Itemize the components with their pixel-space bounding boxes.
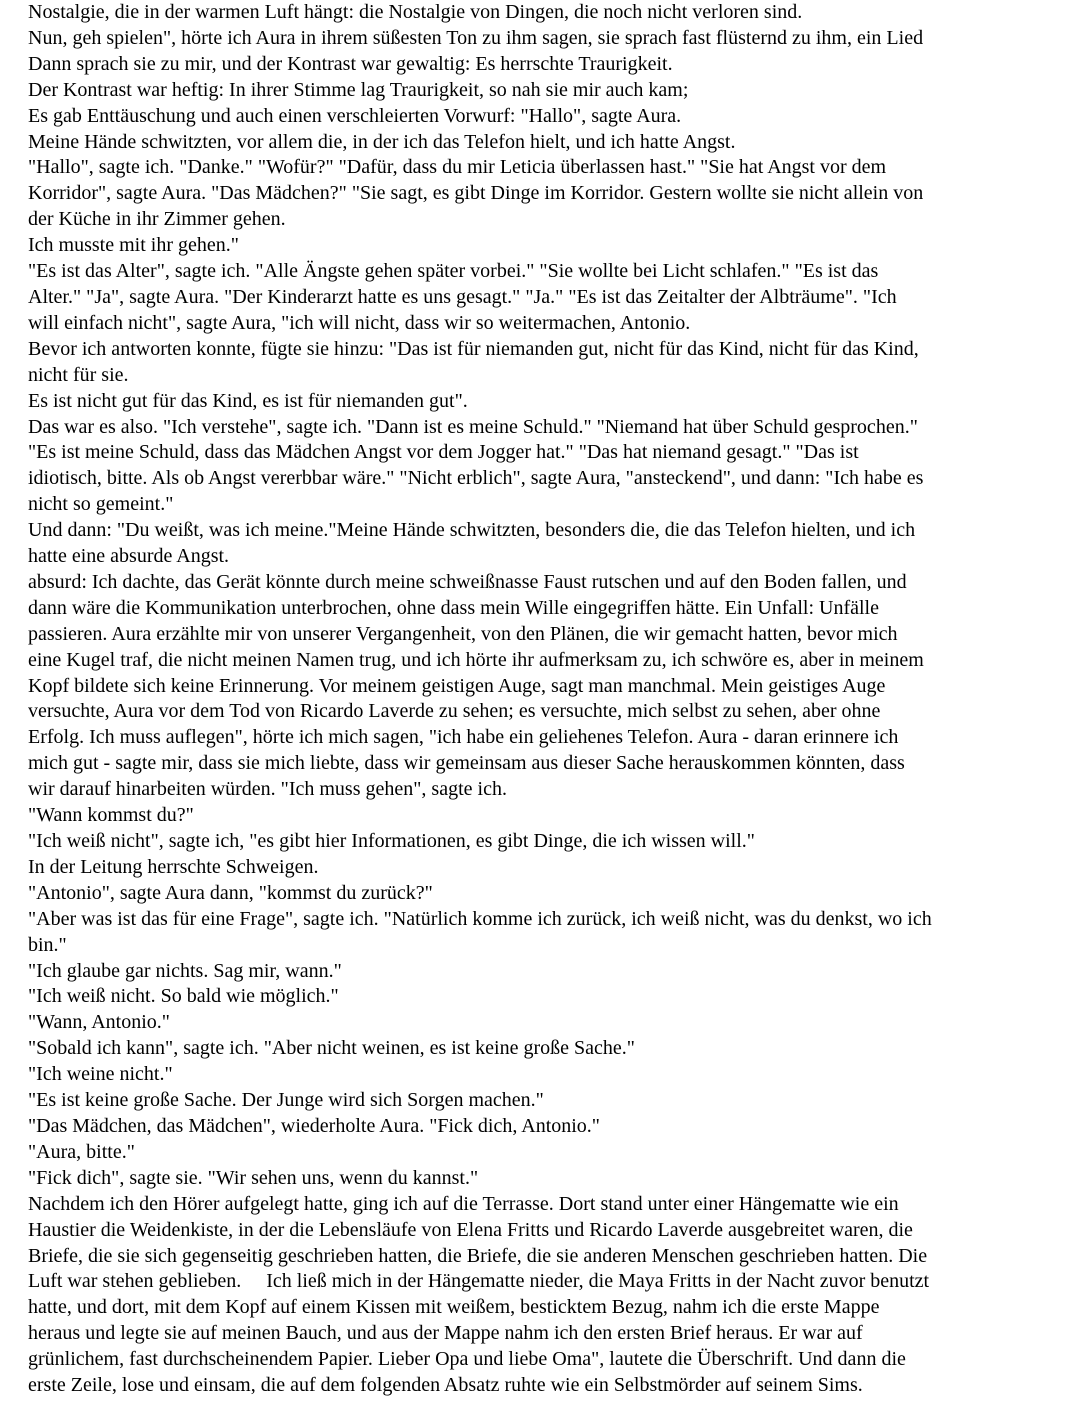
text-line: Ich musste mit ihr gehen." (28, 234, 239, 257)
text-line: Und dann: "Du weißt, was ich meine."Meine Hände schwitzten, besonders die, die das Telefon hielten, und ich (28, 519, 916, 542)
text-line: Briefe, die sie sich gegenseitig geschrieben hatten, die Briefe, die sie anderen Menschen geschrieben hatten. Die (28, 1244, 928, 1267)
text-line: hatte, und dort, mit dem Kopf auf einem Kissen mit weißem, besticktem Bezug, nahm ich die erste Mappe (28, 1296, 880, 1319)
text-line: Korridor", sagte Aura. "Das Mädchen?" "Sie sagt, es gibt Dinge im Korridor. Gestern wollte sie nicht allein von (28, 182, 924, 205)
text-line: "Sobald ich kann", sagte ich. "Aber nicht weinen, es ist keine große Sache." (28, 1037, 635, 1060)
text-line: "Es ist das Alter", sagte ich. "Alle Ängste gehen später vorbei." "Sie wollte bei Licht schlafen." "Es ist das (28, 260, 879, 283)
text-line: "Ich glaube gar nichts. Sag mir, wann." (28, 959, 342, 982)
text-line: passieren. Aura erzählte mir von unserer Vergangenheit, von den Plänen, die wir gemacht hatten, bevor mich (28, 622, 898, 645)
text-line: In der Leitung herrschte Schweigen. (28, 855, 319, 878)
text-line: Der Kontrast war heftig: In ihrer Stimme lag Traurigkeit, so nah sie mir auch kam; (28, 78, 689, 101)
text-line: Bevor ich antworten konnte, fügte sie hinzu: "Das ist für niemanden gut, nicht für das Kind, nicht für das Kind, (28, 337, 919, 360)
text-line: erste Zeile, lose und einsam, die auf dem folgenden Absatz ruhte wie ein Selbstmörder auf seinem Sims. (28, 1374, 863, 1397)
text-line: bin." (28, 933, 67, 956)
text-line: idiotisch, bitte. Als ob Angst vererbbar wäre." "Nicht erblich", sagte Aura, "ansteckend", und dann: "Ich habe es (28, 467, 924, 490)
text-line: "Aber was ist das für eine Frage", sagte ich. "Natürlich komme ich zurück, ich weiß nicht, was du denkst, wo ich (28, 907, 932, 930)
text-line: nicht so gemeint." (28, 493, 174, 516)
text-line: "Das Mädchen, das Mädchen", wiederholte Aura. "Fick dich, Antonio." (28, 1114, 600, 1137)
text-line: "Antonio", sagte Aura dann, "kommst du zurück?" (28, 881, 433, 904)
text-line: Haustier die Weidenkiste, in der die Lebensläufe von Elena Fritts und Ricardo Laverde ausgebreitet waren, die (28, 1218, 913, 1241)
text-line: "Ich weine nicht." (28, 1063, 173, 1086)
text-line: "Wann, Antonio." (28, 1011, 170, 1034)
text-line: absurd: Ich dachte, das Gerät könnte durch meine schweißnasse Faust rutschen und auf den Boden fallen, und (28, 570, 907, 593)
text-line: "Ich weiß nicht", sagte ich, "es gibt hier Informationen, es gibt Dinge, die ich wissen will." (28, 830, 755, 852)
text-line: hatte eine absurde Angst. (28, 545, 230, 568)
text-line: dann wäre die Kommunikation unterbrochen, ohne dass mein Wille eingegriffen hätte. Ein Unfall: Unfälle (28, 596, 879, 619)
text-line: will einfach nicht", sagte Aura, "ich will nicht, dass wir so weitermachen, Antonio. (28, 311, 691, 334)
text-line: Nostalgie, die in der warmen Luft hängt: die Nostalgie von Dingen, die noch nicht verloren sind. (28, 1, 803, 23)
text-line: Erfolg. Ich muss auflegen", hörte ich mich sagen, "ich habe ein geliehenes Telefon. Aura - daran erinnere ich (28, 726, 899, 749)
text-line: Meine Hände schwitzten, vor allem die, in der ich das Telefon hielt, und ich hatte Angst. (28, 130, 736, 153)
text-line: grünlichem, fast durchscheinendem Papier. Lieber Opa und liebe Oma", lautete die Überschrift. Und dann die (28, 1348, 906, 1371)
text-line: "Wann kommst du?" (28, 804, 194, 827)
text-line: heraus und legte sie auf meinen Bauch, und aus der Mappe nahm ich den ersten Brief heraus. Er war auf (28, 1322, 863, 1345)
text-line: mich gut - sagte mir, dass sie mich liebte, dass wir gemeinsam aus dieser Sache herauskommen könnten, dass (28, 752, 905, 775)
text-line: eine Kugel traf, die nicht meinen Namen trug, und ich hörte ihr aufmerksam zu, ich schwöre es, aber in meinem (28, 648, 924, 671)
text-line: Luft war stehen geblieben. Ich ließ mich in der Hängematte nieder, die Maya Fritts in der Nacht zuvor benutzt (28, 1270, 930, 1293)
text-line: "Es ist meine Schuld, dass das Mädchen Angst vor dem Jogger hat." "Das hat niemand gesagt." "Das ist (28, 441, 859, 464)
text-line: Es gab Enttäuschung und auch einen verschleierten Vorwurf: "Hallo", sagte Aura. (28, 104, 682, 127)
document-page (28, 0, 1063, 1399)
text-line: versuchte, Aura vor dem Tod von Ricardo Laverde zu sehen; es versuchte, mich selbst zu sehen, aber ohne (28, 700, 881, 723)
text-line: "Es ist keine große Sache. Der Junge wird sich Sorgen machen." (28, 1089, 544, 1112)
text-line: der Küche in ihr Zimmer gehen. (28, 208, 286, 231)
text-line: Alter." "Ja", sagte Aura. "Der Kinderarzt hatte es uns gesagt." "Ja." "Es ist das Zeitalter der Albträume". "Ich (28, 285, 897, 308)
text-line: Es ist nicht gut für das Kind, es ist für niemanden gut". (28, 389, 468, 412)
text-line: "Ich weiß nicht. So bald wie möglich." (28, 985, 339, 1008)
text-line: Das war es also. "Ich verstehe", sagte ich. "Dann ist es meine Schuld." "Niemand hat über Schuld gesprochen." (28, 415, 918, 438)
text-line: Nachdem ich den Hörer aufgelegt hatte, ging ich auf die Terrasse. Dort stand unter einer Hängematte wie ein (28, 1192, 899, 1215)
text-line: wir darauf hinarbeiten würden. "Ich muss gehen", sagte ich. (28, 778, 507, 801)
text-line: nicht für sie. (28, 363, 129, 386)
text-line: Kopf bildete sich keine Erinnerung. Vor meinem geistigen Auge, sagt man manchmal. Mein geistiges Auge (28, 674, 886, 697)
text-line: "Aura, bitte." (28, 1140, 135, 1163)
text-line: Nun, geh spielen", hörte ich Aura in ihrem süßesten Ton zu ihm sagen, sie sprach fast flüsternd zu ihm, ein Lied (28, 26, 924, 49)
text-line: Dann sprach sie zu mir, und der Kontrast war gewaltig: Es herrschte Traurigkeit. (28, 52, 673, 75)
text-line: "Hallo", sagte ich. "Danke." "Wofür?" "Dafür, dass du mir Leticia überlassen hast." "Sie hat Angst vor dem (28, 156, 887, 179)
text-line: "Fick dich", sagte sie. "Wir sehen uns, wenn du kannst." (28, 1166, 479, 1189)
